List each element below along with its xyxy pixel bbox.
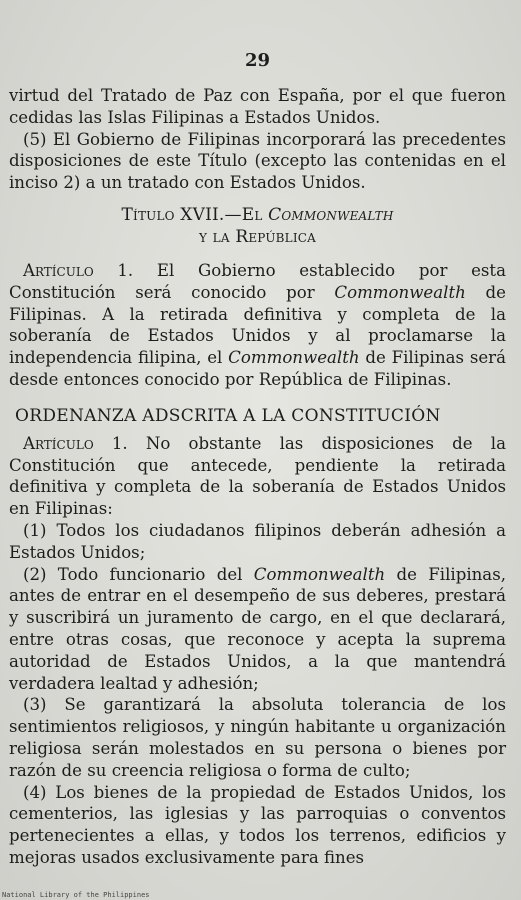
ordinance-item-3: (3) Se garantizará la absoluta tolerancia de los sentimientos religiosos, y ningún habitante u organización religiosa serán molestados en su persona o bienes por razón de su creencia religiosa o forma de culto; [9,695,506,780]
item-text: de Filipinas, antes de entrar en el desempeño de sus deberes, prestará y suscribirá un juramento de cargo, en el que declarará, entre otras cosas, que reconoce y acepta la suprema autoridad de Estados Unidos, a la que mantendrá verdadera lealtad y adhesión; [9,564,506,693]
ordinance-item-2 [9,564,506,695]
title-number: Título XVII.—El [121,204,269,225]
article-italic: Commonwealth [334,282,466,302]
ordinance-heading: ORDENANZA ADSCRITA A LA CONSTITUCIÓN [15,405,441,426]
page-content [9,50,506,869]
article-label: Artículo 1. [23,433,128,453]
title-commonwealth: Commonwealth [268,204,394,225]
article-label: Artículo 1. [23,260,134,280]
ordinance-article-1 [9,433,506,520]
article-1-paragraph [9,260,506,391]
title-line-1 [9,204,506,226]
article-text: de Filipinas. A la retirada definitiva y completa de la soberanía de Estados Unidos y al proclamarse la independencia filipina, el [9,282,507,368]
paragraph-treaty: virtud del Tratado de Paz con España, por el que fueron cedidas las Islas Filipinas a Estados Unidos. [9,86,506,127]
page-number: 29 [244,50,271,71]
article-text: No obstante las disposiciones de la Constitución que antecede, pendiente la retirada definitiva y completa de la soberanía de Estados Unidos en Filipinas: [9,433,506,519]
ordinance-item-1: (1) Todos los ciudadanos filipinos deberán adhesión a Estados Unidos; [9,520,506,562]
paragraph-item-5: (5) El Gobierno de Filipinas incorporará las precedentes disposiciones de este Título (excepto las contenidas en el inciso 2) a un tratado con Estados Unidos. [9,129,506,193]
article-text: El Gobierno establecido por esta Constitución será conocido por [9,260,506,302]
item-text: (2) Todo funcionario del [23,564,254,584]
article-text: de Filipinas será desde entonces conocido por República de Filipinas. [9,348,507,389]
title-heading [9,204,506,248]
item-italic: Commonwealth [253,564,386,584]
footer-watermark: National Library of the Philippines [2,891,150,899]
ordinance-item-4: (4) Los bienes de la propiedad de Estados Unidos, los cementerios, las iglesias y las parroquias o conventos pertenecientes a ellas, y todos los terrenos, edificios y mejoras usados exclusivamente para fines [9,782,506,867]
article-italic: Commonwealth [228,348,360,368]
title-line-2: y la República [198,226,317,247]
